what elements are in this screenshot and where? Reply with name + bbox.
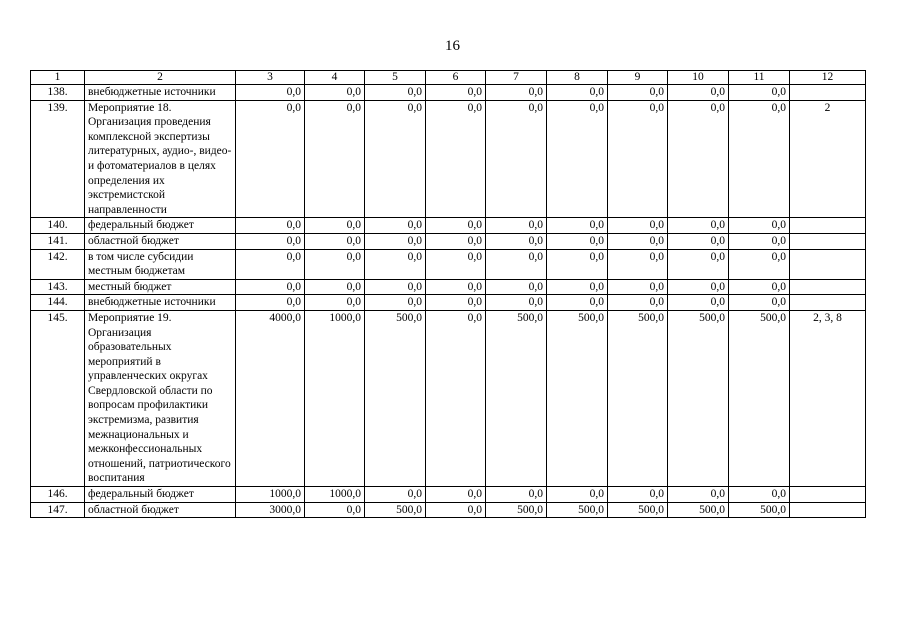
value-cell: 0,0 [547,279,608,295]
value-cell: 0,0 [486,249,547,279]
row-number-cell: 142. [31,249,85,279]
value-cell: 500,0 [365,310,426,486]
value-cell: 0,0 [305,100,365,218]
row-number-cell: 147. [31,502,85,518]
value-cell: 0,0 [668,487,729,503]
value-cell: 0,0 [236,279,305,295]
value-cell: 0,0 [547,295,608,311]
value-cell: 0,0 [668,249,729,279]
row-name-cell: Мероприятие 19. Организация образовательных мероприятий в управленческих округах Свердловской области по вопросам профилактики экстремизма, развития межнациональных и межконфессиональных отношений, патриотического воспитания [85,310,236,486]
column-header: 1 [31,71,85,85]
column-header: 5 [365,71,426,85]
table-row [31,295,866,311]
value-cell: 0,0 [668,100,729,218]
value-cell: 0,0 [426,85,486,101]
table-body [31,85,866,518]
value-cell: 0,0 [729,487,790,503]
value-cell: 0,0 [365,487,426,503]
value-cell: 0,0 [305,295,365,311]
value-cell: 0,0 [729,233,790,249]
reference-cell [790,218,866,234]
row-number-cell: 144. [31,295,85,311]
value-cell: 0,0 [236,249,305,279]
value-cell: 0,0 [729,100,790,218]
reference-cell [790,295,866,311]
reference-cell: 2 [790,100,866,218]
value-cell: 0,0 [729,85,790,101]
value-cell: 0,0 [729,249,790,279]
value-cell: 0,0 [236,233,305,249]
value-cell: 0,0 [236,295,305,311]
value-cell: 0,0 [426,310,486,486]
value-cell: 0,0 [426,100,486,218]
value-cell: 500,0 [729,310,790,486]
value-cell: 0,0 [365,233,426,249]
row-name-cell: Мероприятие 18. Организация проведения комплексной экспертизы литературных, аудио-, видео- и фотоматериалов в целях определения их экстремистской направленности [85,100,236,218]
column-header: 11 [729,71,790,85]
column-header: 7 [486,71,547,85]
reference-cell: 2, 3, 8 [790,310,866,486]
table-row [31,249,866,279]
reference-cell [790,85,866,101]
reference-cell [790,487,866,503]
value-cell: 0,0 [729,218,790,234]
row-name-cell: областной бюджет [85,502,236,518]
reference-cell [790,502,866,518]
value-cell: 1000,0 [305,487,365,503]
column-header: 4 [305,71,365,85]
value-cell: 0,0 [668,295,729,311]
table-row [31,233,866,249]
value-cell: 0,0 [608,100,668,218]
table-row [31,100,866,218]
column-header: 8 [547,71,608,85]
value-cell: 500,0 [729,502,790,518]
value-cell: 0,0 [668,233,729,249]
value-cell: 0,0 [365,295,426,311]
value-cell: 0,0 [547,487,608,503]
value-cell: 0,0 [486,85,547,101]
value-cell: 0,0 [305,85,365,101]
column-header: 3 [236,71,305,85]
value-cell: 0,0 [608,249,668,279]
row-name-cell: федеральный бюджет [85,487,236,503]
row-name-cell: в том числе субсидии местным бюджетам [85,249,236,279]
value-cell: 0,0 [668,218,729,234]
table-row [31,487,866,503]
value-cell: 500,0 [486,502,547,518]
value-cell: 0,0 [426,279,486,295]
value-cell: 0,0 [608,218,668,234]
value-cell: 500,0 [608,502,668,518]
value-cell: 500,0 [486,310,547,486]
value-cell: 500,0 [547,502,608,518]
table-row [31,218,866,234]
table-header [31,71,866,85]
value-cell: 0,0 [365,249,426,279]
value-cell: 0,0 [236,218,305,234]
value-cell: 0,0 [426,502,486,518]
value-cell: 0,0 [365,85,426,101]
value-cell: 0,0 [547,233,608,249]
row-number-cell: 138. [31,85,85,101]
value-cell: 4000,0 [236,310,305,486]
value-cell: 0,0 [486,233,547,249]
header-row [31,71,866,85]
row-number-cell: 143. [31,279,85,295]
row-name-cell: внебюджетные источники [85,85,236,101]
value-cell: 0,0 [426,218,486,234]
row-number-cell: 145. [31,310,85,486]
value-cell: 0,0 [608,85,668,101]
column-header: 12 [790,71,866,85]
row-name-cell: областной бюджет [85,233,236,249]
row-name-cell: местный бюджет [85,279,236,295]
value-cell: 0,0 [486,487,547,503]
reference-cell [790,249,866,279]
value-cell: 0,0 [305,218,365,234]
value-cell: 0,0 [668,279,729,295]
value-cell: 0,0 [729,279,790,295]
value-cell: 0,0 [486,100,547,218]
value-cell: 0,0 [426,233,486,249]
page-number: 16 [445,38,460,54]
value-cell: 500,0 [668,310,729,486]
value-cell: 0,0 [305,249,365,279]
value-cell: 0,0 [486,218,547,234]
column-header: 9 [608,71,668,85]
value-cell: 500,0 [668,502,729,518]
value-cell: 3000,0 [236,502,305,518]
value-cell: 0,0 [365,279,426,295]
row-name-cell: внебюджетные источники [85,295,236,311]
value-cell: 0,0 [486,279,547,295]
value-cell: 0,0 [236,85,305,101]
value-cell: 0,0 [608,295,668,311]
value-cell: 0,0 [547,100,608,218]
value-cell: 0,0 [668,85,729,101]
value-cell: 0,0 [608,279,668,295]
value-cell: 1000,0 [236,487,305,503]
value-cell: 0,0 [547,249,608,279]
row-number-cell: 146. [31,487,85,503]
table-row [31,279,866,295]
value-cell: 500,0 [365,502,426,518]
value-cell: 0,0 [547,218,608,234]
value-cell: 0,0 [305,502,365,518]
value-cell: 0,0 [729,295,790,311]
reference-cell [790,233,866,249]
column-header: 6 [426,71,486,85]
value-cell: 0,0 [305,233,365,249]
value-cell: 0,0 [426,295,486,311]
table-row [31,310,866,486]
value-cell: 0,0 [547,85,608,101]
value-cell: 1000,0 [305,310,365,486]
value-cell: 0,0 [608,487,668,503]
value-cell: 0,0 [236,100,305,218]
budget-table [30,70,866,518]
value-cell: 500,0 [608,310,668,486]
value-cell: 0,0 [608,233,668,249]
reference-cell [790,279,866,295]
value-cell: 0,0 [426,249,486,279]
column-header: 10 [668,71,729,85]
row-name-cell: федеральный бюджет [85,218,236,234]
value-cell: 0,0 [305,279,365,295]
column-header: 2 [85,71,236,85]
row-number-cell: 139. [31,100,85,218]
value-cell: 500,0 [547,310,608,486]
table-row [31,502,866,518]
row-number-cell: 140. [31,218,85,234]
value-cell: 0,0 [486,295,547,311]
table-row [31,85,866,101]
value-cell: 0,0 [426,487,486,503]
row-number-cell: 141. [31,233,85,249]
value-cell: 0,0 [365,100,426,218]
value-cell: 0,0 [365,218,426,234]
